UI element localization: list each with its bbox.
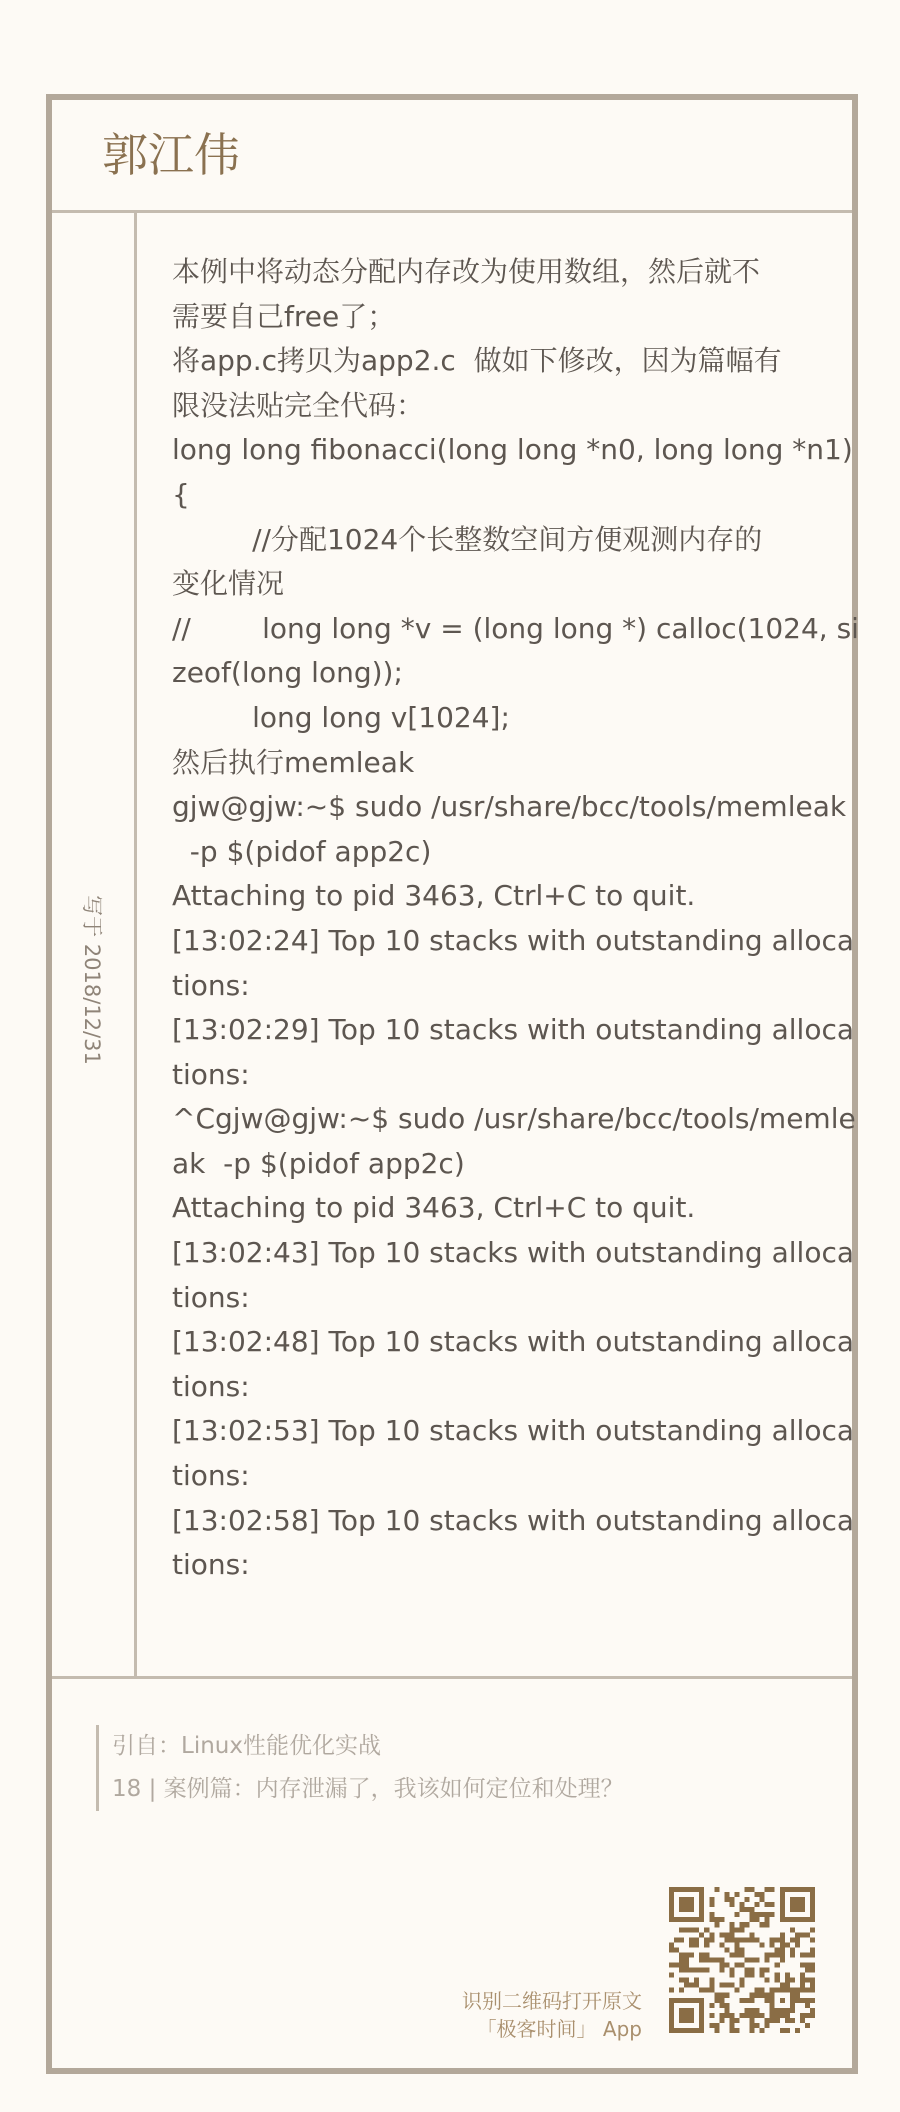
content-line: tions:: [172, 1280, 250, 1314]
content-line: 需要自己free了；: [172, 299, 396, 333]
quote-article: 18 | 案例篇：内存泄漏了，我该如何定位和处理？: [112, 1776, 624, 1802]
content-line: // long long *v = (long long *) calloc(1024, si: [172, 611, 859, 645]
content-line: long long v[1024];: [172, 700, 510, 734]
content-line: Attaching to pid 3463, Ctrl+C to quit.: [172, 879, 696, 913]
content-line: Attaching to pid 3463, Ctrl+C to quit.: [172, 1191, 696, 1225]
content-line: [13:02:24] Top 10 stacks with outstanding alloca: [172, 923, 855, 957]
quote-source: [96, 1725, 624, 1811]
note-header: [52, 100, 852, 213]
qr-code-icon[interactable]: [669, 1887, 815, 2033]
content-line: [13:02:53] Top 10 stacks with outstanding alloca: [172, 1414, 855, 1448]
content-line: gjw@gjw:~$ sudo /usr/share/bcc/tools/memleak: [172, 790, 847, 824]
content-line: [13:02:43] Top 10 stacks with outstanding alloca: [172, 1236, 855, 1270]
note-card: [46, 94, 858, 2074]
note-date: 写于 2018/12/31: [80, 895, 104, 1065]
content-line: tions:: [172, 1057, 250, 1091]
content-line: 限没法贴完全代码：: [172, 388, 425, 422]
content-line: tions:: [172, 1548, 250, 1582]
content-line: 变化情况: [172, 567, 285, 601]
content-line: 本例中将动态分配内存改为使用数组，然后就不: [172, 255, 761, 288]
scan-hint: [462, 1987, 642, 2043]
scan-hint-line-1: 识别二维码打开原文: [462, 1989, 642, 2013]
content-line: [13:02:48] Top 10 stacks with outstanding alloca: [172, 1325, 855, 1359]
content-line: -p $(pidof app2c): [172, 834, 432, 868]
content-line: 将app.c拷贝为app2.c 做如下修改，因为篇幅有: [172, 344, 782, 378]
content-line: {: [172, 477, 190, 511]
content-line: //分配1024个长整数空间方便观测内存的: [172, 522, 763, 556]
content-line: 然后执行memleak: [172, 745, 415, 779]
author-name: 郭江伟: [102, 128, 240, 182]
content-line: ^Cgjw@gjw:~$ sudo /usr/share/bcc/tools/memle: [172, 1102, 856, 1136]
content-line: tions:: [172, 1459, 250, 1493]
content-line: ak -p $(pidof app2c): [172, 1146, 465, 1180]
content-line: long long fibonacci(long long *n0, long long *n1): [172, 433, 853, 467]
content-line: zeof(long long));: [172, 656, 403, 690]
content-line: [13:02:58] Top 10 stacks with outstanding alloca: [172, 1503, 855, 1537]
note-footer: [52, 1676, 852, 2068]
scan-hint-line-2: 「极客时间」 App: [476, 2017, 642, 2041]
content-line: tions:: [172, 968, 250, 1002]
content-line: tions:: [172, 1369, 250, 1403]
quote-course: 引自：Linux性能优化实战: [112, 1733, 381, 1759]
date-column: [52, 210, 137, 1676]
content-line: [13:02:29] Top 10 stacks with outstanding alloca: [172, 1013, 855, 1047]
note-content: [172, 230, 862, 1588]
